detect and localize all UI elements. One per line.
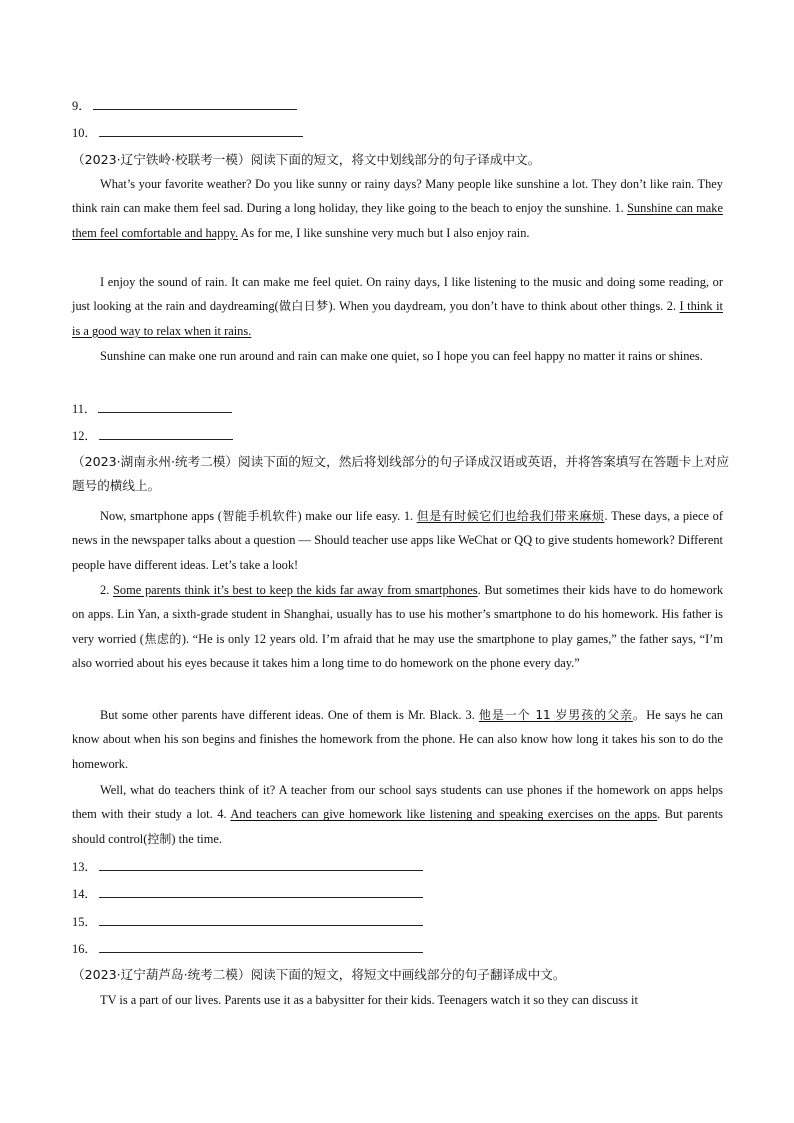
answer-blank[interactable] — [99, 914, 423, 926]
section-header: （2023·湖南永州·统考二模）阅读下面的短文，然后将划线部分的句子译成汉语或英语，并将答案填写在答题卡上对应题号的横线上。 — [72, 454, 730, 493]
passage-paragraph: TV is a part of our lives. Parents use it as a babysitter for their kids. Teenagers watch it so they can discuss it — [100, 993, 638, 1007]
answer-line-16[interactable] — [72, 939, 423, 957]
answer-line-9[interactable] — [72, 96, 297, 114]
answer-blank[interactable] — [99, 428, 233, 440]
question-number: 15． — [72, 915, 97, 929]
underlined-sentence: Some parents think it’s best to keep the kids far away from smartphones — [113, 583, 478, 597]
question-number: 9． — [72, 99, 91, 113]
answer-line-11[interactable] — [72, 399, 232, 417]
answer-line-13[interactable] — [72, 857, 423, 875]
answer-blank[interactable] — [99, 941, 423, 953]
answer-line-15[interactable] — [72, 912, 423, 930]
question-number: 16． — [72, 942, 97, 956]
passage-paragraph: Well, what do teachers think of it? A teacher from our school says students can use phones if the homework on apps helps them with their study a lot. 4. And teachers can give homework like listening and speaking exercises on the apps. But parents should control(控制) the time. — [72, 783, 723, 846]
underlined-sentence: I think it is a good way to relax when it rains. — [72, 299, 723, 338]
answer-blank[interactable] — [99, 886, 423, 898]
passage-paragraph: 2. Some parents think it’s best to keep the kids far away from smartphones. But sometimes their kids have to do homework on apps. Lin Yan, a sixth-grade student in Shanghai, usually has to use his mother’s smartphone to do his homework. His father is very worried (焦虑的). “He is only 12 years old. I’m afraid that he may use the smartphone to play games,” the father says, “I’m also worried about his eyes because it takes him a long time to do homework on the phone every day.” — [72, 583, 724, 671]
question-number: 10． — [72, 126, 97, 140]
section-header: （2023·辽宁铁岭·校联考一模）阅读下面的短文，将文中划线部分的句子译成中文。 — [72, 152, 541, 167]
underlined-sentence: And teachers can give homework like listening and speaking exercises on the apps — [230, 807, 658, 822]
question-number: 13． — [72, 860, 97, 874]
question-number: 11． — [72, 402, 97, 416]
answer-blank[interactable] — [98, 401, 232, 413]
question-number: 14． — [72, 887, 97, 901]
section-header: （2023·辽宁葫芦岛·统考二模）阅读下面的短文，将短文中画线部分的句子翻译成中文。 — [72, 967, 566, 982]
answer-line-10[interactable] — [72, 123, 303, 141]
answer-line-14[interactable] — [72, 884, 423, 902]
underlined-sentence: Sunshine can make them feel comfortable and happy. — [72, 201, 723, 240]
answer-blank[interactable] — [99, 125, 303, 137]
answer-blank[interactable] — [93, 98, 297, 110]
answer-line-12[interactable] — [72, 426, 233, 444]
underlined-sentence: 但是有时候它们也给我们带来麻烦 — [416, 509, 605, 523]
passage-paragraph: But some other parents have different ideas. One of them is Mr. Black. 3. 他是一个 11 岁男孩的父亲。He says he can know about when his son begins and finishes the homework from the phone. He can also know how long it takes his son to do the homework. — [72, 708, 723, 771]
answer-blank[interactable] — [99, 859, 423, 871]
passage-paragraph: What’s your favorite weather? Do you like sunny or rainy days? Many people like sunshine a lot. They don’t like rain. They think rain can make them feel sad. During a long holiday, they like going to the beach to enjoy the sunshine. 1. Sunshine can make them feel comfortable and happy. As for me, I like sunshine very much but I also enjoy rain. — [72, 177, 723, 240]
underlined-sentence: 他是一个 11 岁男孩的父亲 — [478, 708, 633, 722]
passage-paragraph: I enjoy the sound of rain. It can make me feel quiet. On rainy days, I like listening to the music and doing some reading, or just looking at the rain and daydreaming(做白日梦). When you daydream, you don’t have to think about other things. 2. I think it is a good way to relax when it rains. — [72, 275, 723, 338]
passage-paragraph: Sunshine can make one run around and rain can make one quiet, so I hope you can feel happy no matter it rains or shines. — [100, 349, 703, 363]
passage-paragraph: Now, smartphone apps (智能手机软件) make our life easy. 1. 但是有时候它们也给我们带来麻烦. These days, a piece of news in the newspaper talks about a question — Should teacher use apps like WeChat or QQ to give students homework? Different people have different ideas. Let’s take a look! — [72, 509, 723, 572]
question-number: 12． — [72, 429, 97, 443]
